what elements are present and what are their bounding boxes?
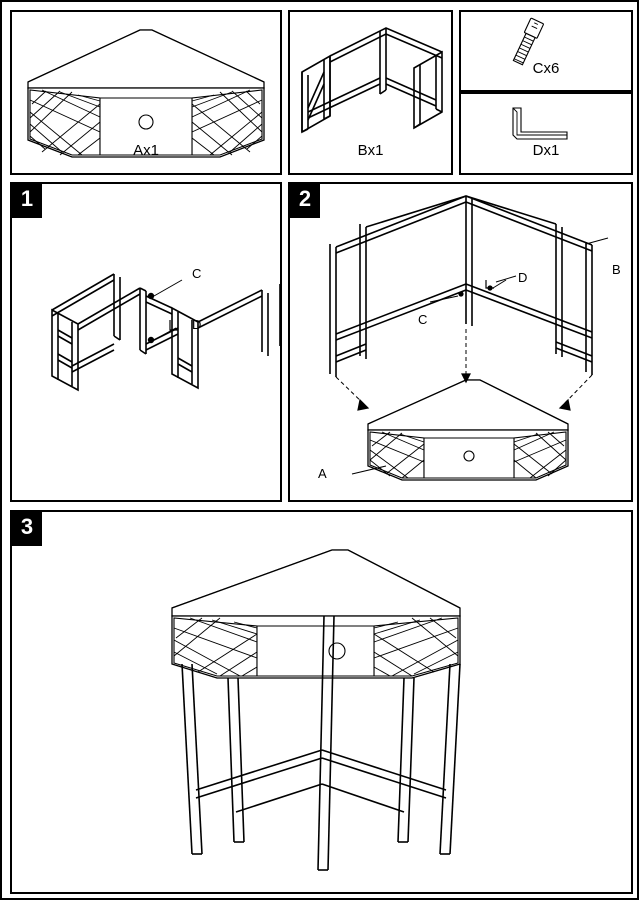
step1-callout-d: D	[192, 317, 202, 332]
part-label-c: Cx6	[532, 60, 560, 77]
step2-callout-d: D	[518, 270, 528, 285]
step-panel-1	[10, 182, 282, 502]
part-label-d: Dx1	[532, 142, 560, 159]
step-number-3: 3	[12, 512, 42, 546]
part-panel-b	[288, 10, 453, 175]
step-1-drawing	[12, 184, 280, 500]
step-panel-2	[288, 182, 633, 502]
part-label-b: Bx1	[357, 142, 384, 159]
step2-callout-c: C	[418, 312, 428, 327]
part-panel-d	[459, 92, 633, 175]
step2-callout-a: A	[318, 466, 327, 481]
step-number-2: 2	[290, 184, 320, 218]
part-label-a: Ax1	[133, 142, 159, 159]
step-3-drawing	[12, 512, 631, 892]
part-panel-a	[10, 10, 282, 175]
step2-callout-b: B	[612, 262, 621, 277]
part-panel-c	[459, 10, 633, 92]
step-panel-3	[10, 510, 633, 894]
step-number-1: 1	[12, 184, 42, 218]
step-2-drawing	[290, 184, 631, 500]
step1-callout-c: C	[192, 266, 202, 281]
